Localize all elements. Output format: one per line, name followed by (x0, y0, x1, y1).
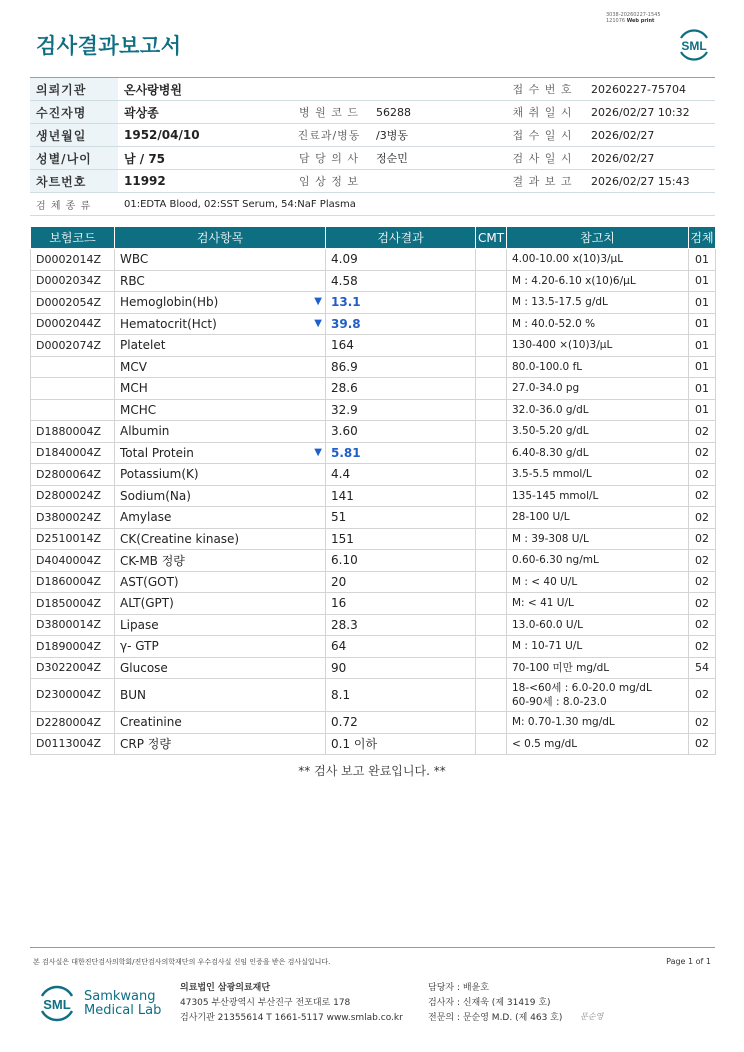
reference-line: 28-100 U/L (512, 511, 570, 524)
reference-range (507, 733, 689, 755)
cmt-cell (476, 636, 507, 658)
test-item (115, 657, 326, 679)
insurance-code: D0002044Z (31, 313, 115, 335)
specialist-value: 문순영 M.D. (제 463 호) (462, 1013, 563, 1023)
report-label: 결 과 보 고 (500, 170, 585, 193)
result-row (31, 550, 716, 572)
result-row (31, 528, 716, 550)
cmt-cell (476, 528, 507, 550)
cmt-cell (476, 733, 507, 755)
test-date-value: 2026/02/27 (585, 147, 715, 170)
patient-info-table (30, 77, 715, 216)
cmt-cell (476, 292, 507, 314)
certification-note: 본 검사실은 대한진단검사의학회/진단검사의학재단의 우수검사실 신임 인증을 받은 검사실입니다. (33, 958, 331, 966)
insurance-code: D1860004Z (31, 571, 115, 593)
result-row (31, 335, 716, 357)
test-result: 64 (326, 636, 476, 658)
test-item (115, 356, 326, 378)
results-header (31, 227, 716, 249)
completion-message: ** 검사 보고 완료입니다. ** (298, 764, 446, 778)
specialist-signature: 문순영 (580, 1012, 604, 1021)
tester-value: 신재욱 (제 31419 호) (462, 998, 551, 1008)
specimen-label: 검 체 종 류 (30, 193, 118, 216)
test-item-label: Creatinine (120, 715, 182, 730)
specimen-code: 02 (689, 712, 716, 734)
reference-line: 18-<60세 : 6.0-20.0 mg/dL (512, 682, 652, 694)
specimen-code: 01 (689, 399, 716, 421)
doctor-value: 정순민 (370, 147, 500, 170)
result-row (31, 571, 716, 593)
hospital-value: 온사랑병원 (118, 78, 500, 101)
info-row (30, 147, 715, 170)
reference-range (507, 657, 689, 679)
specimen-code: 02 (689, 733, 716, 755)
specimen-code: 02 (689, 571, 716, 593)
result-row (31, 657, 716, 679)
sml-logo-icon (36, 981, 78, 1025)
result-row (31, 507, 716, 529)
test-item-label: MCHC (120, 402, 157, 417)
result-row (31, 292, 716, 314)
specimen-code: 02 (689, 593, 716, 615)
test-item (115, 485, 326, 507)
reference-line: 3.5-5.5 mmol/L (512, 468, 592, 481)
info-row (30, 170, 715, 193)
insurance-code: D2800064Z (31, 464, 115, 486)
test-item-label: CK-MB 정량 (120, 553, 185, 568)
test-item (115, 679, 326, 712)
specimen-code: 02 (689, 485, 716, 507)
reference-range (507, 292, 689, 314)
low-flag-arrow-icon: ▼ (314, 296, 322, 307)
test-result: 4.58 (326, 270, 476, 292)
insurance-code: D4040004Z (31, 550, 115, 572)
test-item-label: Lipase (120, 617, 159, 632)
test-result: 164 (326, 335, 476, 357)
reference-line: M : 10-71 U/L (512, 640, 583, 653)
result-row (31, 464, 716, 486)
test-item (115, 399, 326, 421)
result-row (31, 421, 716, 443)
insurance-code: D1850004Z (31, 593, 115, 615)
receipt-date-value: 2026/02/27 (585, 124, 715, 147)
reference-line: 6.40-8.30 g/dL (512, 446, 589, 459)
reference-line: 32.0-36.0 g/dL (512, 403, 589, 416)
insurance-code (31, 399, 115, 421)
dept-value: /3병동 (370, 124, 500, 147)
test-item (115, 571, 326, 593)
result-row (31, 679, 716, 712)
chart-no-value: 11992 (118, 170, 288, 193)
test-result: 5.81 (326, 442, 476, 464)
insurance-code: D1880004Z (31, 421, 115, 443)
cmt-cell (476, 485, 507, 507)
test-item-label: CRP 정량 (120, 737, 171, 752)
reference-range (507, 636, 689, 658)
info-row (30, 124, 715, 147)
test-item-label: Amylase (120, 510, 172, 525)
specimen-value: 01:EDTA Blood, 02:SST Serum, 54:NaF Plasma (118, 193, 715, 216)
test-item (115, 292, 326, 314)
test-item (115, 636, 326, 658)
foundation-name: 의료법인 삼광의료재단 (180, 983, 271, 993)
test-item (115, 712, 326, 734)
test-result: 8.1 (326, 679, 476, 712)
test-item (115, 378, 326, 400)
test-item (115, 550, 326, 572)
cmt-cell (476, 313, 507, 335)
collect-value: 2026/02/27 10:32 (585, 101, 715, 124)
web-print-label: Web print (626, 18, 655, 24)
reference-line: 130-400 ×(10)3/μL (512, 339, 613, 352)
sex-age-label: 성별/나이 (30, 147, 118, 170)
reference-range (507, 550, 689, 572)
specimen-code: 01 (689, 292, 716, 314)
chart-no-label: 차트번호 (30, 170, 118, 193)
report-value: 2026/02/27 15:43 (585, 170, 715, 193)
test-result: 39.8 (326, 313, 476, 335)
col-cmt-header: CMT (476, 227, 507, 249)
specimen-code: 54 (689, 657, 716, 679)
reference-line: < 0.5 mg/dL (512, 737, 578, 750)
test-result: 16 (326, 593, 476, 615)
reference-range (507, 249, 689, 271)
test-item-label: Platelet (120, 338, 166, 353)
test-result: 141 (326, 485, 476, 507)
patient-value: 곽상종 (118, 101, 288, 124)
reference-range (507, 270, 689, 292)
test-item (115, 507, 326, 529)
hospital-label: 의뢰기관 (30, 78, 118, 101)
reference-range (507, 571, 689, 593)
reference-line: 80.0-100.0 fL (512, 360, 583, 373)
test-result: 28.6 (326, 378, 476, 400)
col-result-header: 검사결과 (326, 227, 476, 249)
insurance-code: D1890004Z (31, 636, 115, 658)
reference-line: 3.50-5.20 g/dL (512, 425, 589, 438)
insurance-code: D2300004Z (31, 679, 115, 712)
reference-line: M : 40.0-52.0 % (512, 317, 596, 330)
insurance-code: D3800014Z (31, 614, 115, 636)
test-result: 86.9 (326, 356, 476, 378)
insurance-code: D0113004Z (31, 733, 115, 755)
foundation-address: 47305 부산광역시 부산진구 전포대로 178 (180, 998, 351, 1008)
specimen-code: 01 (689, 313, 716, 335)
test-item-label: WBC (120, 252, 149, 267)
reference-range (507, 399, 689, 421)
clinical-info-label: 임 상 정 보 (288, 170, 370, 193)
test-item-label: Potassium(K) (120, 467, 199, 482)
specimen-code: 01 (689, 249, 716, 271)
reference-range (507, 421, 689, 443)
result-row (31, 249, 716, 271)
cmt-cell (476, 421, 507, 443)
cmt-cell (476, 614, 507, 636)
reference-range (507, 712, 689, 734)
test-result: 6.10 (326, 550, 476, 572)
test-item-label: RBC (120, 273, 145, 288)
reference-line: M: < 41 U/L (512, 597, 574, 610)
document-id (606, 12, 661, 24)
test-item-label: CK(Creatine kinase) (120, 531, 240, 546)
results-table (30, 226, 716, 755)
result-row (31, 485, 716, 507)
reference-range (507, 593, 689, 615)
reference-line: M : 13.5-17.5 g/dL (512, 296, 608, 309)
test-item (115, 249, 326, 271)
col-item-header: 검사항목 (115, 227, 326, 249)
insurance-code: D0002074Z (31, 335, 115, 357)
reference-line: M : 4.20-6.10 x(10)6/μL (512, 274, 636, 287)
result-row (31, 712, 716, 734)
insurance-code: D2280004Z (31, 712, 115, 734)
test-item (115, 442, 326, 464)
test-result: 4.4 (326, 464, 476, 486)
manager-value: 배윤호 (462, 983, 489, 993)
insurance-code: D3800024Z (31, 507, 115, 529)
cmt-cell (476, 657, 507, 679)
test-item-label: AST(GOT) (120, 574, 179, 589)
cmt-cell (476, 399, 507, 421)
specimen-code: 02 (689, 679, 716, 712)
insurance-code: D3022004Z (31, 657, 115, 679)
test-result: 32.9 (326, 399, 476, 421)
cmt-cell (476, 712, 507, 734)
tester-label: 검사자 : (428, 998, 460, 1008)
reference-range (507, 528, 689, 550)
foundation-info (180, 981, 403, 1026)
cmt-cell (476, 507, 507, 529)
reference-range (507, 614, 689, 636)
reference-range (507, 313, 689, 335)
sex-age-value: 남 / 75 (118, 147, 288, 170)
receipt-no-value: 20260227-75704 (585, 78, 715, 101)
test-result: 13.1 (326, 292, 476, 314)
specimen-code: 02 (689, 442, 716, 464)
test-result: 0.72 (326, 712, 476, 734)
insurance-code: D0002034Z (31, 270, 115, 292)
test-result: 0.1 이하 (326, 733, 476, 755)
receipt-no-label: 접 수 번 호 (500, 78, 585, 101)
test-item-label: Total Protein (120, 445, 194, 460)
specimen-code: 02 (689, 528, 716, 550)
footer-divider (30, 947, 715, 948)
dept-label: 진료과/병동 (288, 124, 370, 147)
test-result: 151 (326, 528, 476, 550)
result-row (31, 636, 716, 658)
insurance-code: D0002014Z (31, 249, 115, 271)
cmt-cell (476, 270, 507, 292)
specimen-code: 02 (689, 464, 716, 486)
reference-range (507, 378, 689, 400)
cmt-cell (476, 335, 507, 357)
cmt-cell (476, 464, 507, 486)
test-item-label: γ- GTP (120, 639, 159, 654)
insurance-code: D2510014Z (31, 528, 115, 550)
birth-label: 생년월일 (30, 124, 118, 147)
logo-text: SML (43, 997, 71, 1012)
test-item (115, 593, 326, 615)
reference-line: 135-145 mmol/L (512, 489, 599, 502)
insurance-code (31, 356, 115, 378)
test-item (115, 270, 326, 292)
specimen-code: 02 (689, 507, 716, 529)
test-result: 90 (326, 657, 476, 679)
reference-line: 4.00-10.00 x(10)3/μL (512, 253, 624, 266)
insurance-code: D2800024Z (31, 485, 115, 507)
cmt-cell (476, 571, 507, 593)
manager-label: 담당자 : (428, 983, 460, 993)
reference-line: 0.60-6.30 ng/mL (512, 554, 599, 567)
test-result: 51 (326, 507, 476, 529)
low-flag-arrow-icon: ▼ (314, 446, 322, 458)
test-item (115, 528, 326, 550)
specimen-code: 01 (689, 356, 716, 378)
test-item-label: ALT(GPT) (120, 596, 174, 611)
test-date-label: 검 사 일 시 (500, 147, 585, 170)
clinical-info-value (370, 170, 500, 193)
hospital-code-value: 56288 (370, 101, 500, 124)
col-ref-header: 참고치 (507, 227, 689, 249)
result-row (31, 270, 716, 292)
test-item (115, 733, 326, 755)
insurance-code (31, 378, 115, 400)
test-item-label: Albumin (120, 424, 170, 439)
test-result: 20 (326, 571, 476, 593)
test-item-label: Sodium(Na) (120, 488, 191, 503)
cmt-cell (476, 356, 507, 378)
foundation-contact: 검사기관 21355614 T 1661-5117 www.smlab.co.kr (180, 1013, 403, 1023)
specimen-code: 01 (689, 270, 716, 292)
reference-line: 70-100 미만 mg/dL (512, 662, 610, 675)
test-item (115, 421, 326, 443)
logo-text: SML (681, 39, 707, 53)
lab-name-line1: Samkwang (84, 989, 156, 1004)
specialist-label: 전문의 : (428, 1013, 460, 1023)
result-row (31, 356, 716, 378)
doctor-label: 담 당 의 사 (288, 147, 370, 170)
reference-line: 13.0-60.0 U/L (512, 618, 583, 631)
reference-range (507, 679, 689, 712)
test-item-label: MCV (120, 359, 147, 374)
page-title: 검사결과보고서 (36, 34, 182, 58)
test-item-label: Hematocrit(Hct) (120, 316, 217, 331)
doc-id-number: 121076 (606, 18, 626, 24)
test-item-label: BUN (120, 688, 146, 702)
reference-range (507, 507, 689, 529)
test-result: 3.60 (326, 421, 476, 443)
doc-id-line1: 3038-20260227-1545 (606, 12, 661, 18)
lab-name-line2: Medical Lab (84, 1003, 162, 1018)
test-item (115, 335, 326, 357)
specimen-code: 02 (689, 614, 716, 636)
result-row (31, 593, 716, 615)
info-row (30, 101, 715, 124)
cmt-cell (476, 378, 507, 400)
reference-range (507, 335, 689, 357)
result-row (31, 399, 716, 421)
hospital-code-label: 병 원 코 드 (288, 101, 370, 124)
birth-value: 1952/04/10 (118, 124, 288, 147)
specimen-code: 02 (689, 550, 716, 572)
reference-range (507, 464, 689, 486)
cmt-cell (476, 550, 507, 572)
sml-logo-icon (675, 24, 713, 64)
cmt-cell (476, 593, 507, 615)
page-number: Page 1 of 1 (666, 957, 711, 966)
reference-line: M : < 40 U/L (512, 575, 578, 588)
insurance-code: D0002054Z (31, 292, 115, 314)
reference-range (507, 485, 689, 507)
result-row (31, 442, 716, 464)
test-item (115, 313, 326, 335)
col-specimen-header: 검체 (689, 227, 716, 249)
result-row (31, 313, 716, 335)
col-code-header: 보험코드 (31, 227, 115, 249)
cmt-cell (476, 442, 507, 464)
insurance-code: D1840004Z (31, 442, 115, 464)
test-item-label: MCH (120, 381, 148, 396)
result-row (31, 733, 716, 755)
test-result: 28.3 (326, 614, 476, 636)
reference-line: M: 0.70-1.30 mg/dL (512, 716, 615, 729)
test-item-label: Hemoglobin(Hb) (120, 295, 219, 310)
cmt-cell (476, 249, 507, 271)
receipt-date-label: 접 수 일 시 (500, 124, 585, 147)
low-flag-arrow-icon: ▼ (314, 317, 322, 329)
specimen-code: 02 (689, 636, 716, 658)
specimen-code: 02 (689, 421, 716, 443)
test-item (115, 614, 326, 636)
signatories (428, 981, 562, 1026)
info-row (30, 193, 715, 216)
info-row (30, 78, 715, 101)
result-row (31, 614, 716, 636)
reference-range (507, 356, 689, 378)
reference-line: M : 39-308 U/L (512, 532, 589, 545)
reference-line: 27.0-34.0 pg (512, 382, 580, 395)
cmt-cell (476, 679, 507, 712)
test-item-label: Glucose (120, 660, 168, 675)
reference-line: 60-90세 : 8.0-23.0 (512, 696, 607, 708)
patient-label: 수진자명 (30, 101, 118, 124)
result-row (31, 378, 716, 400)
test-result: 4.09 (326, 249, 476, 271)
lab-name (84, 990, 161, 1018)
test-item (115, 464, 326, 486)
specimen-code: 01 (689, 378, 716, 400)
reference-range (507, 442, 689, 464)
collect-label: 채 취 일 시 (500, 101, 585, 124)
specimen-code: 01 (689, 335, 716, 357)
